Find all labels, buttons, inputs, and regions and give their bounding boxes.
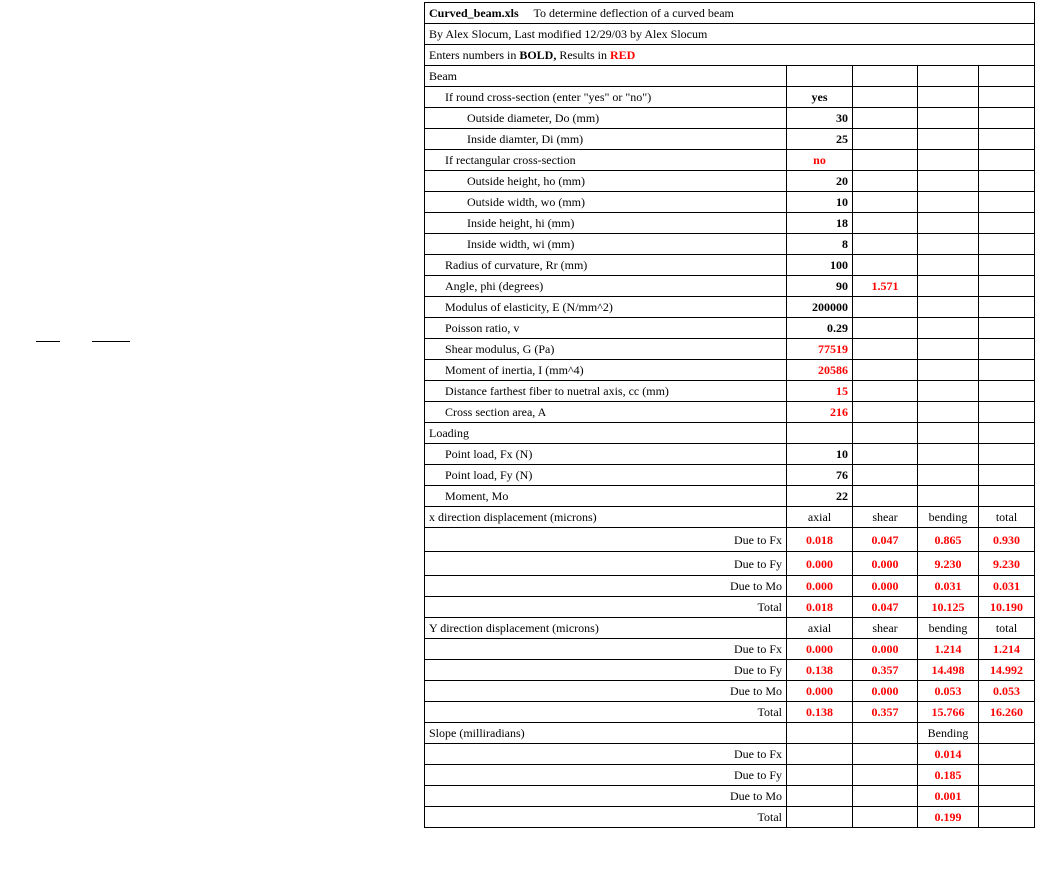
cell[interactable] bbox=[853, 744, 918, 765]
cell[interactable] bbox=[918, 255, 979, 276]
xdisp-cell[interactable]: 10.125 bbox=[918, 597, 979, 618]
ydisp-cell[interactable]: 0.000 bbox=[787, 681, 853, 702]
slope-header-row bbox=[425, 723, 1035, 744]
xdisp-row-label[interactable]: Due to Fx bbox=[425, 528, 787, 552]
cc-label[interactable]: Distance farthest fiber to nuetral axis, cc (mm) bbox=[425, 381, 787, 402]
g-label[interactable]: Shear modulus, G (Pa) bbox=[425, 339, 787, 360]
di-row bbox=[425, 129, 1035, 150]
phi-row bbox=[425, 276, 1035, 297]
hi-value[interactable]: 18 bbox=[787, 213, 853, 234]
xdisp-header-total[interactable]: total bbox=[979, 507, 1035, 528]
fx-value[interactable]: 10 bbox=[787, 444, 853, 465]
cell[interactable] bbox=[918, 423, 979, 444]
cell[interactable] bbox=[979, 360, 1035, 381]
ydisp-cell[interactable]: 0.138 bbox=[787, 702, 853, 723]
file-purpose: To determine deflection of a curved beam bbox=[533, 6, 734, 20]
cell[interactable] bbox=[979, 723, 1035, 744]
ho-label[interactable]: Outside height, ho (mm) bbox=[425, 171, 787, 192]
round-value[interactable]: yes bbox=[787, 87, 853, 108]
ydisp-cell[interactable]: 0.053 bbox=[979, 681, 1035, 702]
slope-cell[interactable]: 0.014 bbox=[918, 744, 979, 765]
cell[interactable] bbox=[979, 765, 1035, 786]
instructions-mid: Results in bbox=[559, 48, 608, 62]
cell[interactable] bbox=[979, 108, 1035, 129]
xdisp-cell[interactable]: 10.190 bbox=[979, 597, 1035, 618]
cell[interactable] bbox=[918, 444, 979, 465]
author-row bbox=[425, 24, 1035, 45]
xdisp-cell[interactable]: 9.230 bbox=[918, 552, 979, 576]
di-label[interactable]: Inside diamter, Di (mm) bbox=[425, 129, 787, 150]
cell[interactable] bbox=[787, 423, 853, 444]
cell[interactable] bbox=[979, 213, 1035, 234]
cell[interactable] bbox=[853, 723, 918, 744]
cell[interactable] bbox=[853, 318, 918, 339]
ydisp-cell[interactable]: 0.138 bbox=[787, 660, 853, 681]
slope-row bbox=[425, 744, 1035, 765]
ho-row bbox=[425, 171, 1035, 192]
cell[interactable] bbox=[979, 318, 1035, 339]
cell[interactable] bbox=[918, 129, 979, 150]
a-row bbox=[425, 402, 1035, 423]
ydisp-cell[interactable]: 0.053 bbox=[918, 681, 979, 702]
cell[interactable] bbox=[918, 381, 979, 402]
ydisp-cell[interactable]: 15.766 bbox=[918, 702, 979, 723]
xdisp-row bbox=[425, 576, 1035, 597]
hi-label[interactable]: Inside height, hi (mm) bbox=[425, 213, 787, 234]
cc-value[interactable]: 15 bbox=[787, 381, 853, 402]
cell[interactable] bbox=[787, 723, 853, 744]
cell[interactable] bbox=[979, 66, 1035, 87]
wi-value[interactable]: 8 bbox=[787, 234, 853, 255]
do-value[interactable]: 30 bbox=[787, 108, 853, 129]
cell[interactable] bbox=[787, 744, 853, 765]
mo-row bbox=[425, 486, 1035, 507]
cell[interactable] bbox=[853, 108, 918, 129]
cell[interactable] bbox=[979, 444, 1035, 465]
ydisp-header-row bbox=[425, 618, 1035, 639]
cell[interactable] bbox=[853, 171, 918, 192]
cell[interactable] bbox=[918, 276, 979, 297]
beam-section-label[interactable]: Beam bbox=[425, 66, 787, 87]
xdisp-row-label[interactable]: Total bbox=[425, 597, 787, 618]
rr-label[interactable]: Radius of curvature, Rr (mm) bbox=[425, 255, 787, 276]
file-name: Curved_beam.xls bbox=[429, 6, 519, 20]
ydisp-header-axial[interactable]: axial bbox=[787, 618, 853, 639]
xdisp-header-shear[interactable]: shear bbox=[853, 507, 918, 528]
ydisp-cell[interactable]: 1.214 bbox=[979, 639, 1035, 660]
ydisp-cell[interactable]: 0.357 bbox=[853, 702, 918, 723]
ydisp-cell[interactable]: 0.000 bbox=[853, 639, 918, 660]
slope-label[interactable]: Slope (milliradians) bbox=[425, 723, 787, 744]
slope-cell[interactable]: 0.185 bbox=[918, 765, 979, 786]
cell[interactable] bbox=[853, 213, 918, 234]
spreadsheet-table bbox=[424, 2, 1035, 828]
fy-row bbox=[425, 465, 1035, 486]
xdisp-row bbox=[425, 528, 1035, 552]
decorative-dash bbox=[36, 341, 60, 342]
cell[interactable] bbox=[918, 66, 979, 87]
cell[interactable] bbox=[853, 87, 918, 108]
xdisp-cell[interactable]: 0.000 bbox=[853, 576, 918, 597]
slope-row bbox=[425, 765, 1035, 786]
phi-value[interactable]: 90 bbox=[787, 276, 853, 297]
round-row bbox=[425, 87, 1035, 108]
slope-header-bending[interactable]: Bending bbox=[918, 723, 979, 744]
xdisp-cell[interactable]: 0.930 bbox=[979, 528, 1035, 552]
cell[interactable] bbox=[918, 192, 979, 213]
cell[interactable] bbox=[979, 171, 1035, 192]
ydisp-cell[interactable]: 16.260 bbox=[979, 702, 1035, 723]
cell[interactable] bbox=[787, 807, 853, 828]
di-value[interactable]: 25 bbox=[787, 129, 853, 150]
title-cell[interactable] bbox=[425, 3, 1035, 24]
xdisp-row bbox=[425, 552, 1035, 576]
slope-row-label[interactable]: Due to Fx bbox=[425, 744, 787, 765]
instructions-bold: BOLD, bbox=[519, 48, 557, 62]
instructions-row bbox=[425, 45, 1035, 66]
cell[interactable] bbox=[918, 486, 979, 507]
cell[interactable] bbox=[853, 192, 918, 213]
cc-row bbox=[425, 381, 1035, 402]
ydisp-row-label[interactable]: Due to Mo bbox=[425, 681, 787, 702]
e-row bbox=[425, 297, 1035, 318]
xdisp-cell[interactable]: 0.047 bbox=[853, 528, 918, 552]
xdisp-cell[interactable]: 0.031 bbox=[918, 576, 979, 597]
cell[interactable] bbox=[979, 276, 1035, 297]
xdisp-cell[interactable]: 9.230 bbox=[979, 552, 1035, 576]
ydisp-cell[interactable]: 14.498 bbox=[918, 660, 979, 681]
cell[interactable] bbox=[918, 150, 979, 171]
instructions-prefix: Enters numbers in bbox=[429, 48, 517, 62]
cell[interactable] bbox=[853, 465, 918, 486]
decorative-dash bbox=[92, 341, 130, 342]
phi-radians[interactable]: 1.571 bbox=[853, 276, 918, 297]
rect-row bbox=[425, 150, 1035, 171]
e-label[interactable]: Modulus of elasticity, E (N/mm^2) bbox=[425, 297, 787, 318]
cell[interactable] bbox=[853, 360, 918, 381]
xdisp-total-row bbox=[425, 597, 1035, 618]
ydisp-cell[interactable]: 0.000 bbox=[787, 639, 853, 660]
ydisp-header-bending[interactable]: bending bbox=[918, 618, 979, 639]
round-label[interactable]: If round cross-section (enter "yes" or "no") bbox=[425, 87, 787, 108]
i-value[interactable]: 20586 bbox=[787, 360, 853, 381]
loading-section-label[interactable]: Loading bbox=[425, 423, 787, 444]
wo-row bbox=[425, 192, 1035, 213]
cell[interactable] bbox=[853, 423, 918, 444]
cell[interactable] bbox=[853, 66, 918, 87]
cell[interactable] bbox=[979, 192, 1035, 213]
author-cell[interactable]: By Alex Slocum, Last modified 12/29/03 by Alex Slocum bbox=[425, 24, 1035, 45]
cell[interactable] bbox=[853, 444, 918, 465]
g-value[interactable]: 77519 bbox=[787, 339, 853, 360]
i-row bbox=[425, 360, 1035, 381]
xdisp-row-label[interactable]: Due to Fy bbox=[425, 552, 787, 576]
wi-row bbox=[425, 234, 1035, 255]
cell[interactable] bbox=[853, 765, 918, 786]
xdisp-cell[interactable]: 0.000 bbox=[787, 552, 853, 576]
cell[interactable] bbox=[918, 234, 979, 255]
cell[interactable] bbox=[918, 402, 979, 423]
slope-row-label[interactable]: Due to Fy bbox=[425, 765, 787, 786]
g-row bbox=[425, 339, 1035, 360]
instructions-red: RED bbox=[610, 48, 636, 62]
ho-value[interactable]: 20 bbox=[787, 171, 853, 192]
cell[interactable] bbox=[979, 150, 1035, 171]
mo-label[interactable]: Moment, Mo bbox=[425, 486, 787, 507]
fx-row bbox=[425, 444, 1035, 465]
cell[interactable] bbox=[918, 465, 979, 486]
slope-cell[interactable]: 0.199 bbox=[918, 807, 979, 828]
cell[interactable] bbox=[918, 297, 979, 318]
ydisp-total-row bbox=[425, 702, 1035, 723]
xdisp-header-axial[interactable]: axial bbox=[787, 507, 853, 528]
cell[interactable] bbox=[787, 66, 853, 87]
ydisp-row bbox=[425, 681, 1035, 702]
cell[interactable] bbox=[979, 786, 1035, 807]
cell[interactable] bbox=[979, 129, 1035, 150]
xdisp-cell[interactable]: 0.865 bbox=[918, 528, 979, 552]
cell[interactable] bbox=[918, 213, 979, 234]
cell[interactable] bbox=[979, 486, 1035, 507]
cell[interactable] bbox=[979, 339, 1035, 360]
wi-label[interactable]: Inside width, wi (mm) bbox=[425, 234, 787, 255]
slope-row-label[interactable]: Due to Mo bbox=[425, 786, 787, 807]
xdisp-cell[interactable]: 0.018 bbox=[787, 528, 853, 552]
xdisp-header-row bbox=[425, 507, 1035, 528]
wo-value[interactable]: 10 bbox=[787, 192, 853, 213]
fy-value[interactable]: 76 bbox=[787, 465, 853, 486]
ydisp-header-total[interactable]: total bbox=[979, 618, 1035, 639]
cell[interactable] bbox=[853, 129, 918, 150]
cell[interactable] bbox=[853, 786, 918, 807]
title-row bbox=[425, 3, 1035, 24]
cell[interactable] bbox=[918, 108, 979, 129]
rect-value[interactable]: no bbox=[787, 150, 853, 171]
cell[interactable] bbox=[979, 255, 1035, 276]
ydisp-cell[interactable]: 1.214 bbox=[918, 639, 979, 660]
cell[interactable] bbox=[979, 402, 1035, 423]
fy-label[interactable]: Point load, Fy (N) bbox=[425, 465, 787, 486]
cell[interactable] bbox=[853, 486, 918, 507]
cell[interactable] bbox=[787, 765, 853, 786]
xdisp-cell[interactable]: 0.047 bbox=[853, 597, 918, 618]
mo-value[interactable]: 22 bbox=[787, 486, 853, 507]
cell[interactable] bbox=[853, 402, 918, 423]
cell[interactable] bbox=[853, 297, 918, 318]
instructions-cell[interactable] bbox=[425, 45, 1035, 66]
cell[interactable] bbox=[853, 381, 918, 402]
xdisp-label[interactable]: x direction displacement (microns) bbox=[425, 507, 787, 528]
ydisp-label[interactable]: Y direction displacement (microns) bbox=[425, 618, 787, 639]
a-value[interactable]: 216 bbox=[787, 402, 853, 423]
ydisp-cell[interactable]: 0.357 bbox=[853, 660, 918, 681]
slope-row bbox=[425, 786, 1035, 807]
cell[interactable] bbox=[853, 150, 918, 171]
fx-label[interactable]: Point load, Fx (N) bbox=[425, 444, 787, 465]
i-label[interactable]: Moment of inertia, I (mm^4) bbox=[425, 360, 787, 381]
slope-row-label[interactable]: Total bbox=[425, 807, 787, 828]
e-value[interactable]: 200000 bbox=[787, 297, 853, 318]
rr-value[interactable]: 100 bbox=[787, 255, 853, 276]
do-row bbox=[425, 108, 1035, 129]
cell[interactable] bbox=[918, 87, 979, 108]
ydisp-row bbox=[425, 639, 1035, 660]
xdisp-row-label[interactable]: Due to Mo bbox=[425, 576, 787, 597]
ydisp-row-label[interactable]: Due to Fx bbox=[425, 639, 787, 660]
v-value[interactable]: 0.29 bbox=[787, 318, 853, 339]
xdisp-cell[interactable]: 0.018 bbox=[787, 597, 853, 618]
cell[interactable] bbox=[979, 87, 1035, 108]
cell[interactable] bbox=[979, 423, 1035, 444]
slope-cell[interactable]: 0.001 bbox=[918, 786, 979, 807]
a-label[interactable]: Cross section area, A bbox=[425, 402, 787, 423]
do-label[interactable]: Outside diameter, Do (mm) bbox=[425, 108, 787, 129]
v-row bbox=[425, 318, 1035, 339]
cell[interactable] bbox=[979, 807, 1035, 828]
ydisp-row-label[interactable]: Due to Fy bbox=[425, 660, 787, 681]
ydisp-row bbox=[425, 660, 1035, 681]
xdisp-cell[interactable]: 0.000 bbox=[787, 576, 853, 597]
slope-total-row bbox=[425, 807, 1035, 828]
cell[interactable] bbox=[853, 339, 918, 360]
phi-label[interactable]: Angle, phi (degrees) bbox=[425, 276, 787, 297]
xdisp-cell[interactable]: 0.031 bbox=[979, 576, 1035, 597]
ydisp-row-label[interactable]: Total bbox=[425, 702, 787, 723]
hi-row bbox=[425, 213, 1035, 234]
xdisp-cell[interactable]: 0.000 bbox=[853, 552, 918, 576]
cell[interactable] bbox=[979, 465, 1035, 486]
cell[interactable] bbox=[918, 360, 979, 381]
rect-label[interactable]: If rectangular cross-section bbox=[425, 150, 787, 171]
cell[interactable] bbox=[979, 297, 1035, 318]
cell[interactable] bbox=[918, 318, 979, 339]
ydisp-cell[interactable]: 14.992 bbox=[979, 660, 1035, 681]
wo-label[interactable]: Outside width, wo (mm) bbox=[425, 192, 787, 213]
cell[interactable] bbox=[853, 234, 918, 255]
cell[interactable] bbox=[853, 807, 918, 828]
ydisp-header-shear[interactable]: shear bbox=[853, 618, 918, 639]
beam-section-row bbox=[425, 66, 1035, 87]
cell[interactable] bbox=[918, 339, 979, 360]
cell[interactable] bbox=[979, 381, 1035, 402]
cell[interactable] bbox=[853, 255, 918, 276]
cell[interactable] bbox=[979, 744, 1035, 765]
cell[interactable] bbox=[979, 234, 1035, 255]
ydisp-cell[interactable]: 0.000 bbox=[853, 681, 918, 702]
rr-row bbox=[425, 255, 1035, 276]
cell[interactable] bbox=[787, 786, 853, 807]
xdisp-header-bending[interactable]: bending bbox=[918, 507, 979, 528]
cell[interactable] bbox=[918, 171, 979, 192]
v-label[interactable]: Poisson ratio, v bbox=[425, 318, 787, 339]
loading-section-row bbox=[425, 423, 1035, 444]
